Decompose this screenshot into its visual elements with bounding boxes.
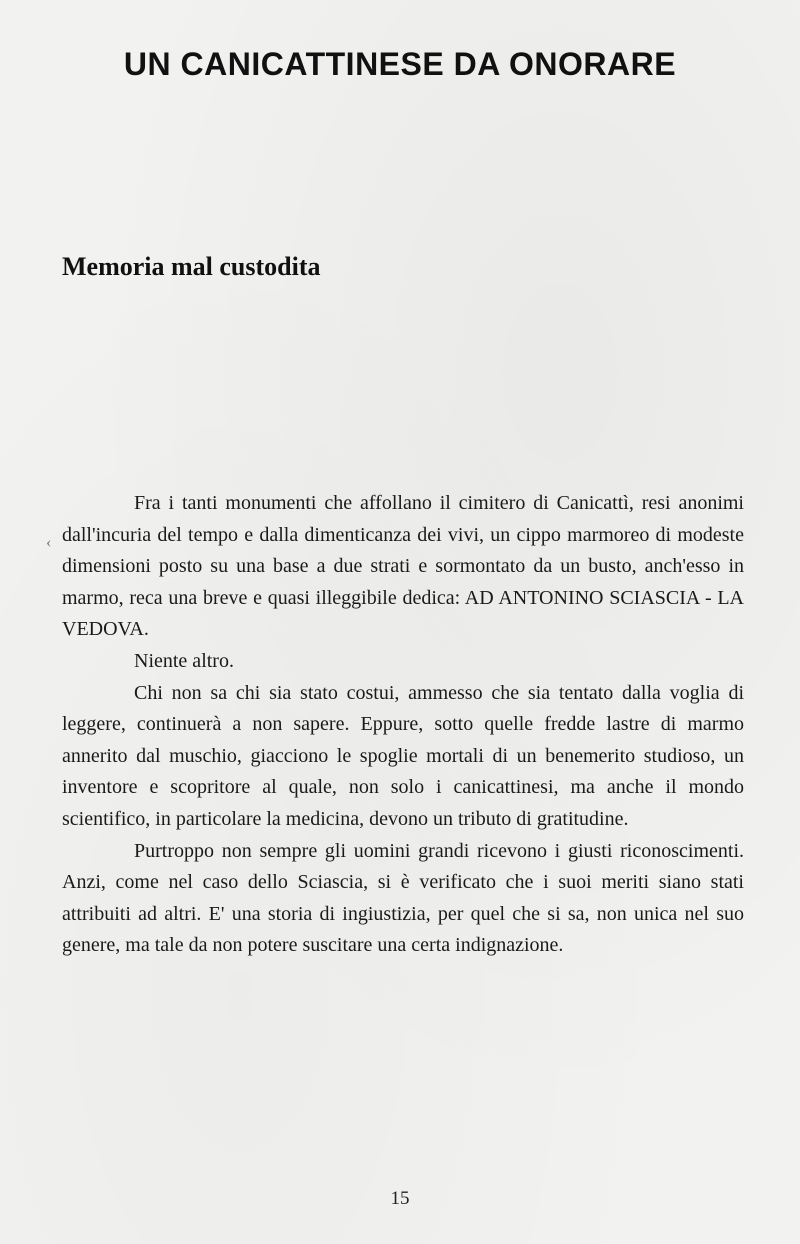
chapter-title: UN CANICATTINESE DA ONORARE [123, 46, 677, 82]
paragraph: Niente altro. [134, 649, 234, 672]
body-text [62, 488, 744, 962]
paragraph: Fra i tanti monumenti che affollano il cimitero di Canicattì, resi anonimi dall'incuria del tempo e dalla dimenticanza dei vivi, un cippo marmoreo di modeste dimensioni posto su una base a due strati e sormontato da un busto, anch'esso in marmo, reca una breve e quasi illeggibile dedica: AD ANTONINO SCIASCIA - LA VEDOVA. [62, 492, 744, 641]
section-title: Memoria mal custodita [62, 252, 321, 281]
paragraph: Purtroppo non sempre gli uomini grandi ricevono i giusti riconoscimenti. Anzi, come nel caso dello Sciascia, si è verificato che i suoi meriti siano stati attribuiti ad altri. E' una storia di ingiustizia, per quel che si sa, non unica nel suo genere, ma tale da non potere suscitare una certa indignazione. [62, 839, 744, 957]
margin-mark: ‹ [46, 534, 52, 551]
page-number: 15 [390, 1188, 410, 1209]
paragraph: Chi non sa chi sia stato costui, ammesso che sia tentato dalla voglia di leggere, continuerà a non sapere. Eppure, sotto quelle fredde lastre di marmo annerito dal muschio, giacciono le spoglie mortali di un benemerito studioso, un inventore e scopritore al quale, non solo i canicattinesi, ma anche il mondo scientifico, in particolare la medicina, devono un tributo di gratitudine. [62, 681, 744, 830]
